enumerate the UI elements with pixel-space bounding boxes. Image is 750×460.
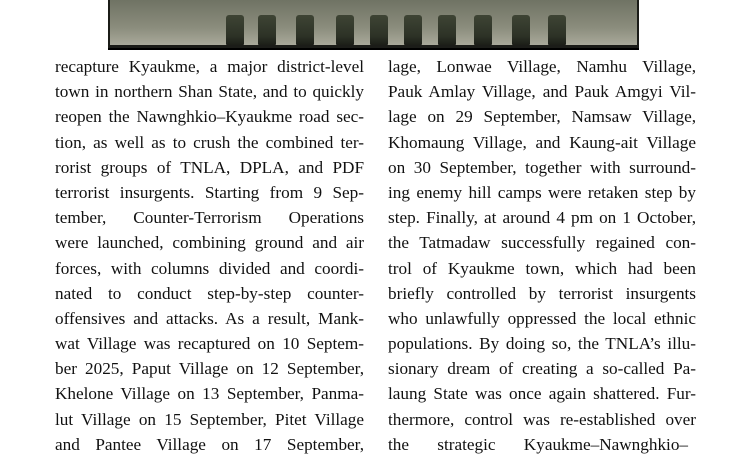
text-line: tion, as well as to crush the combined ter- — [55, 132, 364, 152]
text-line: and Pantee Village on 17 September, — [55, 434, 364, 454]
text-line: wat Village was recaptured on 10 Septem- — [55, 334, 364, 354]
photo-figure — [226, 15, 244, 45]
text-line: town in northern Shan State, and to quickly — [55, 82, 364, 102]
text-line: trol of Kyaukme town, which had been — [388, 258, 696, 278]
text-line: rorist groups of TNLA, DPLA, and PDF — [55, 157, 364, 177]
text-line: lage, Lonwae Village, Namhu Village, — [388, 57, 696, 76]
text-line: Khelone Village on 13 September, Panma- — [55, 384, 364, 404]
text-line: offensives and attacks. As a result, Mank- — [55, 308, 364, 328]
text-line: lage on 29 September, Namsaw Village, — [388, 107, 696, 127]
text-line: Khomaung Village, and Kaung-ait Village — [388, 132, 696, 152]
text-line: nated to conduct step-by-step counter- — [55, 283, 364, 303]
text-line: reopen the Nawnghkio–Kyaukme road sec- — [55, 107, 364, 127]
text-line: ber 2025, Paput Village on 12 September, — [55, 359, 364, 379]
article-column-right — [388, 54, 696, 457]
text-line: laung State was once again shattered. Fur- — [388, 384, 696, 404]
photo-figure — [548, 15, 566, 45]
text-line: populations. By doing so, the TNLA’s illu- — [388, 334, 696, 354]
text-line: ing enemy hill camps were retaken step by — [388, 182, 696, 202]
article-column-left — [55, 54, 364, 457]
text-line: recapture Kyaukme, a major district-level — [55, 57, 364, 76]
text-line: the strategic Kyaukme–Nawnghkio– — [388, 434, 689, 454]
text-line: forces, with columns divided and coordi- — [55, 258, 364, 278]
photo-figure — [404, 15, 422, 45]
photo-figure — [258, 15, 276, 45]
text-line: terrorist insurgents. Starting from 9 Sep- — [55, 182, 364, 202]
photo-figure — [512, 15, 530, 45]
photo-figure — [336, 15, 354, 45]
text-line: briefly controlled by terrorist insurgents — [388, 283, 696, 303]
photo-figure — [296, 15, 314, 45]
text-line: who unlawfully oppressed the local ethnic — [388, 308, 696, 328]
text-line: Pauk Amlay Village, and Pauk Amgyi Vil- — [388, 82, 696, 102]
text-line: the Tatmadaw successfully regained con- — [388, 233, 696, 253]
photo-figure — [370, 15, 388, 45]
text-line: on 30 September, together with surround- — [388, 157, 696, 177]
text-line: sionary dream of creating a so-called Pa- — [388, 359, 696, 379]
photo-figure — [474, 15, 492, 45]
text-line: lut Village on 15 September, Pitet Village — [55, 409, 364, 429]
text-line: tember, Counter-Terrorism Operations — [55, 208, 364, 228]
text-line: thermore, control was re-established over — [388, 409, 696, 429]
article-photo — [108, 0, 639, 50]
photo-figure — [438, 15, 456, 45]
text-line: step. Finally, at around 4 pm on 1 October, — [388, 208, 696, 228]
text-line: were launched, combining ground and air — [55, 233, 364, 253]
